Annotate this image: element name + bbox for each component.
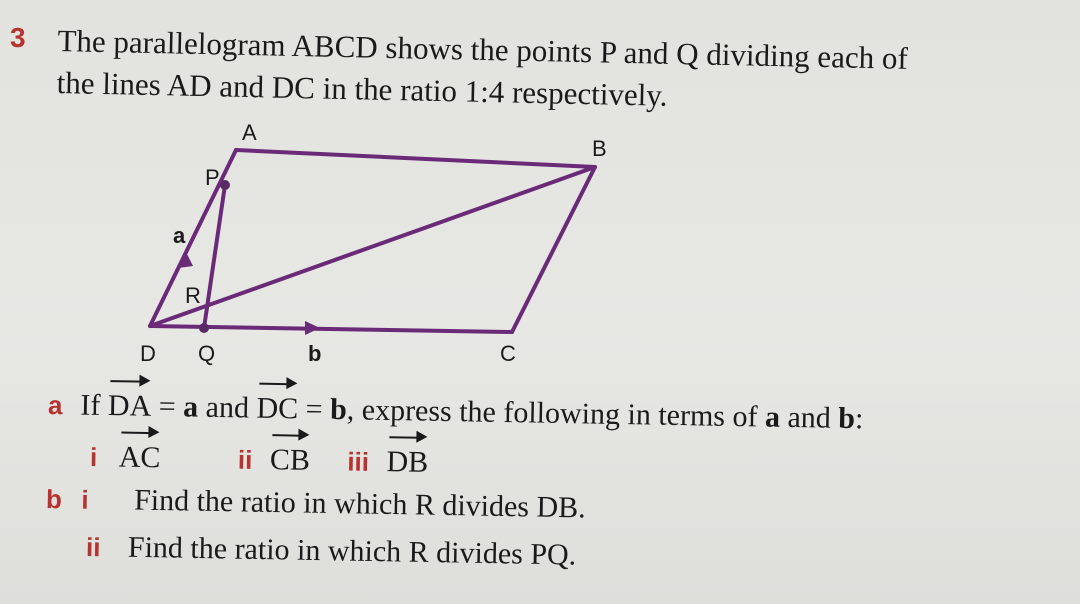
edge-ab — [236, 150, 595, 167]
part-b-line-1 — [46, 482, 586, 525]
item-a-iii-label: iii — [347, 446, 370, 477]
label-d-vertex: D — [140, 341, 156, 366]
part-b-label: b — [45, 484, 63, 515]
item-b-ii-label: ii — [85, 532, 101, 563]
text-colon: : — [854, 402, 864, 436]
text-and-2: and — [779, 400, 839, 435]
label-c-vertex: C — [500, 341, 516, 366]
label-p-point: P — [205, 165, 220, 190]
item-b-i-label: i — [81, 484, 89, 515]
label-a-vector: a — [173, 223, 186, 248]
part-a-subitems — [90, 440, 429, 480]
text-and: and — [197, 390, 257, 425]
part-a-line — [48, 388, 864, 436]
text-if: If — [80, 388, 101, 422]
symbol-b-2: b — [838, 401, 856, 436]
item-a-ii-label: ii — [237, 444, 253, 475]
item-a-i-label: i — [89, 442, 98, 473]
question-number: 3 — [10, 22, 26, 53]
label-a-vertex: A — [242, 120, 257, 145]
vector-dc: DC — [256, 391, 299, 426]
label-b-vertex: B — [592, 136, 607, 161]
item-b-ii-text: Find the ratio in which R divides PQ. — [127, 530, 577, 572]
intro-line-1: The parallelogram ABCD shows the points P and Q dividing each of — [57, 22, 909, 76]
label-q-point: Q — [198, 341, 216, 366]
part-b-line-2 — [86, 530, 577, 573]
item-b-i-text: Find the ratio in which R divides DB. — [133, 483, 586, 525]
point-q — [199, 323, 209, 333]
vector-cb: CB — [269, 443, 311, 477]
part-a-label: a — [47, 390, 63, 421]
label-r-point: R — [185, 283, 201, 308]
intro-line-2: the lines AD and DC in the ratio 1:4 respectively. — [56, 64, 668, 113]
vector-db: DB — [386, 445, 429, 479]
text-express: , express the following in terms of — [346, 393, 766, 434]
symbol-b: b — [329, 392, 348, 427]
symbol-a: a — [182, 390, 199, 424]
point-p — [220, 180, 230, 190]
vector-da: DA — [107, 389, 152, 423]
text-equals-2: = — [297, 392, 331, 426]
text-equals: = — [151, 389, 184, 424]
vector-ac: AC — [118, 440, 161, 475]
symbol-a-2: a — [764, 400, 781, 434]
label-b-vector: b — [308, 341, 322, 366]
arrow-b-icon — [305, 321, 320, 335]
